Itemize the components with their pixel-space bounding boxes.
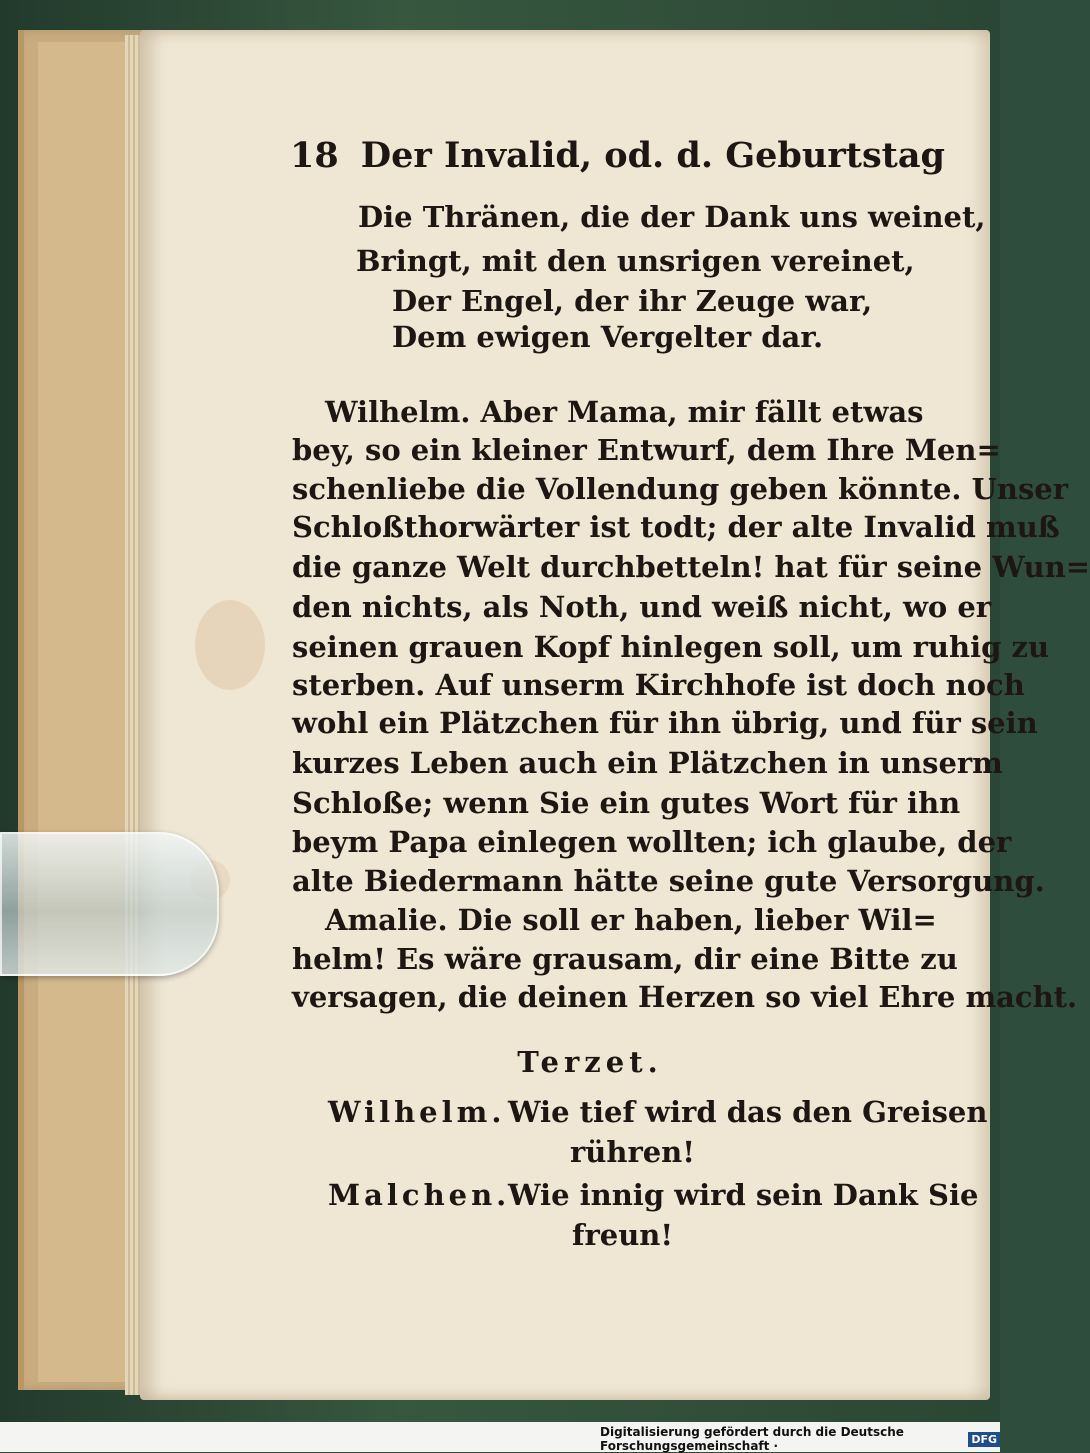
- text-line: bey, so ein kleiner Entwurf, dem Ihre Men=: [292, 433, 1001, 467]
- page-number: 18: [290, 135, 339, 176]
- text-line: kurzes Leben auch ein Plätzchen in unserm: [292, 746, 1003, 780]
- speech-line: rühren!: [570, 1135, 695, 1169]
- verse-line: Dem ewigen Vergelter dar.: [392, 320, 824, 354]
- text-line: Schloßthorwärter ist todt; der alte Invalid muß: [292, 510, 1060, 544]
- text-line: helm! Es wäre grausam, dir eine Bitte zu: [292, 942, 958, 976]
- credit-text: Digitalisierung gefördert durch die Deutsche Forschungsgemeinschaft ·: [600, 1425, 904, 1453]
- digitization-credit: [600, 1425, 1000, 1453]
- text-line: Amalie. Die soll er haben, lieber Wil=: [325, 903, 937, 937]
- speech-line: Wie tief wird das den Greisen: [508, 1095, 988, 1129]
- paper-stain: [195, 600, 265, 690]
- text-line: sterben. Auf unserm Kirchhofe ist doch noch: [292, 668, 1025, 702]
- text-line: seinen grauen Kopf hinlegen soll, um ruhig zu: [292, 630, 1050, 664]
- speech-line: freun!: [572, 1218, 674, 1252]
- speaker-name: Wilhelm.: [328, 1095, 506, 1129]
- verse-line: Der Engel, der ihr Zeuge war,: [392, 284, 873, 318]
- text-line: schenliebe die Vollendung geben könnte. Unser: [292, 472, 1069, 506]
- text-line: Schloße; wenn Sie ein gutes Wort für ihn: [292, 786, 961, 820]
- running-header: [290, 135, 945, 176]
- verse-line: Bringt, mit den unsrigen vereinet,: [356, 244, 915, 278]
- glass-page-holder: [0, 832, 219, 976]
- text-line: die ganze Welt durchbetteln! hat für seine Wun=: [292, 550, 1090, 584]
- text-line: alte Biedermann hätte seine gute Versorgung.: [292, 864, 1045, 898]
- verse-line: Die Thränen, die der Dank uns weinet,: [358, 200, 986, 234]
- dfg-logo: DFG: [968, 1432, 1000, 1447]
- text-line: den nichts, als Noth, und weiß nicht, wo er: [292, 590, 992, 624]
- speech-line: Wie innig wird sein Dank Sie: [508, 1178, 979, 1212]
- section-heading: Terzet.: [517, 1045, 663, 1079]
- speaker-name: Malchen.: [328, 1178, 511, 1212]
- running-title: Der Invalid, od. d. Geburtstag: [360, 135, 945, 176]
- text-line: versagen, die deinen Herzen so viel Ehre macht.: [292, 980, 1078, 1014]
- text-line: wohl ein Plätzchen für ihn übrig, und für sein: [292, 706, 1038, 740]
- text-line: Wilhelm. Aber Mama, mir fällt etwas: [325, 395, 924, 429]
- text-line: beym Papa einlegen wollten; ich glaube, der: [292, 825, 1012, 859]
